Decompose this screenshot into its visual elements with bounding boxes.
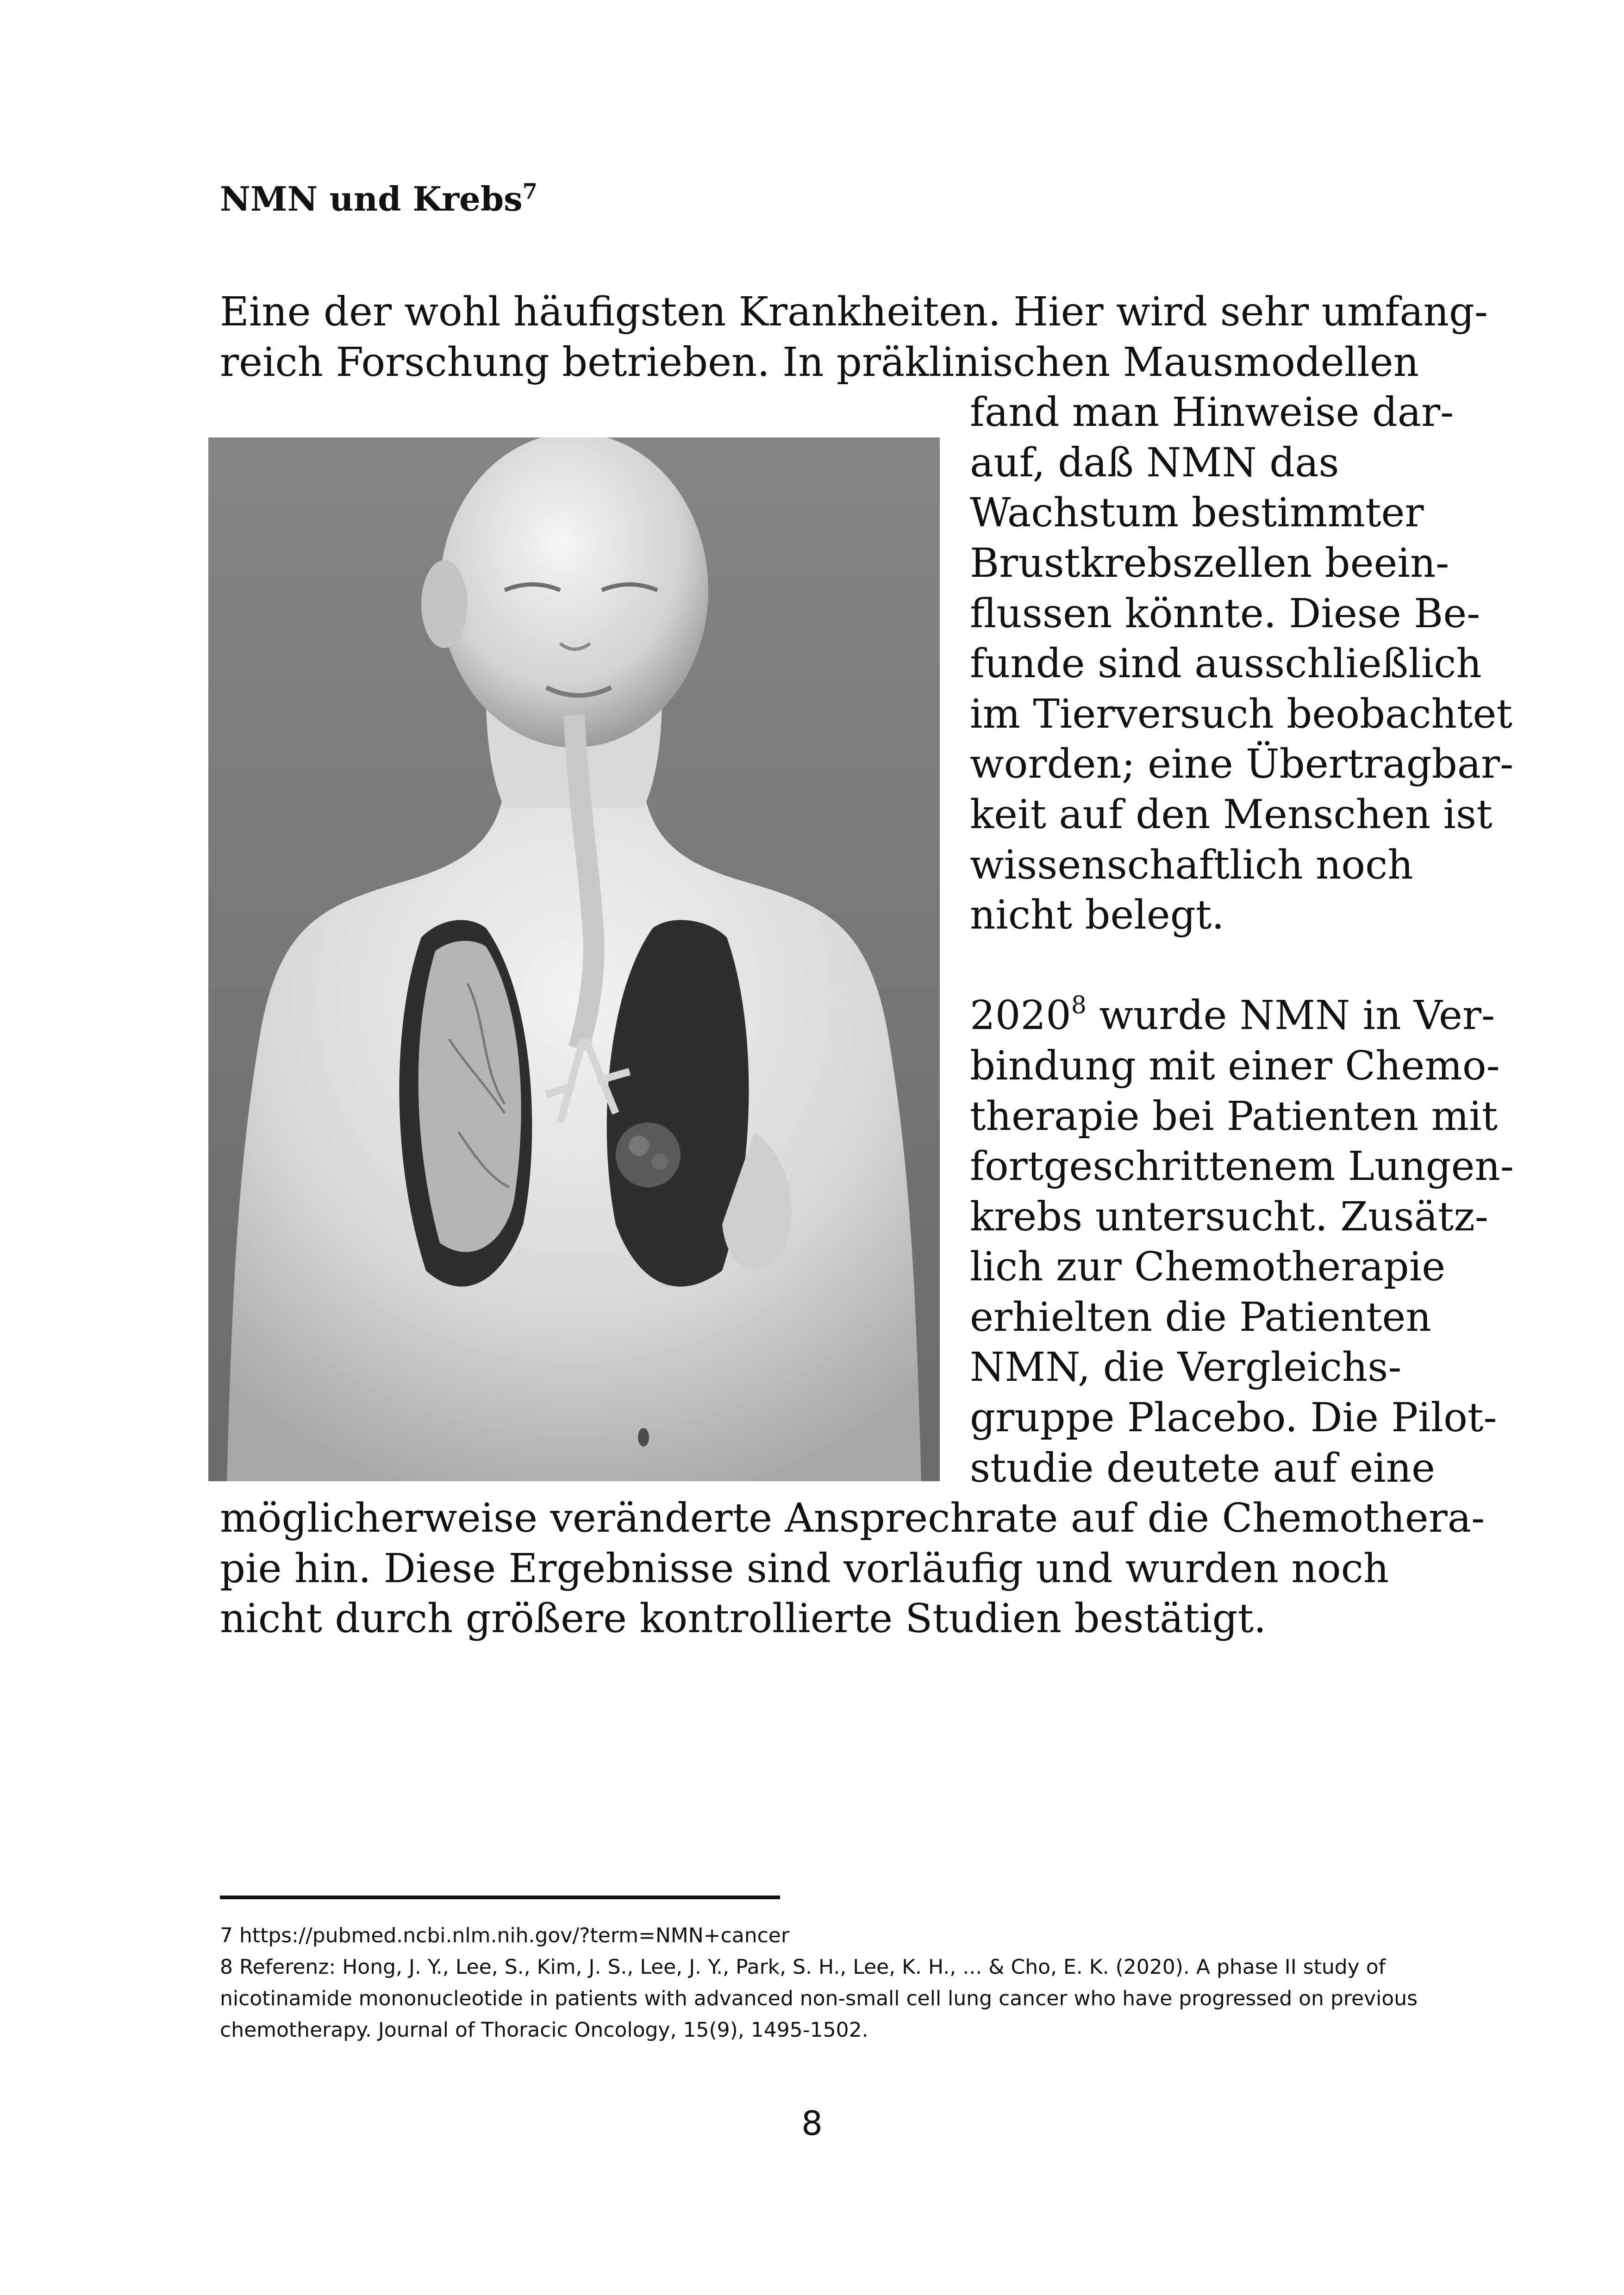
body-line: funde sind ausschließlich: [970, 641, 1482, 687]
body-text-fragment: 2020: [970, 992, 1071, 1039]
paragraph-gap: [220, 941, 1535, 991]
body-line: auf, daß NMN das: [970, 439, 1339, 486]
body-line: Wachstum bestimmter: [970, 490, 1424, 536]
footnote-8-continued: nicotinamide mononucleotide in patients with advanced non-small cell lung cancer who have progressed on previous: [220, 1987, 1418, 2010]
body-line: krebs untersucht. Zusätz-: [970, 1193, 1488, 1240]
body-line: fortgeschrittenem Lungen-: [970, 1143, 1514, 1190]
body-line: fand man Hinweise dar-: [970, 389, 1454, 436]
footnote-7[interactable]: 7 https://pubmed.ncbi.nlm.nih.gov/?term=NMN+cancer: [220, 1924, 789, 1947]
body-text-fragment: wurde NMN in Ver-: [1086, 992, 1495, 1039]
body-line: worden; eine Übertragbar-: [970, 741, 1514, 788]
body-line: therapie bei Patienten mit: [970, 1093, 1498, 1140]
footnote-8: 8 Referenz: Hong, J. Y., Lee, S., Kim, J. S., Lee, J. Y., Park, S. H., Lee, K. H., ... & Cho, E. K. (2020). A phase II study of: [220, 1955, 1386, 1979]
footnotes: [220, 1920, 1530, 2046]
body-line: NMN, die Vergleichs-: [970, 1344, 1402, 1391]
body-line: lich zur Chemotherapie: [970, 1244, 1446, 1291]
body-line: erhielten die Patienten: [970, 1294, 1431, 1341]
body-line: studie deutete auf eine: [970, 1445, 1435, 1491]
body-line: nicht belegt.: [970, 892, 1224, 939]
page-number: 8: [801, 2104, 823, 2143]
footnote-8-continued: chemotherapy. Journal of Thoracic Oncology, 15(9), 1495-1502.: [220, 2018, 868, 2042]
body-line: Brustkrebszellen beein-: [970, 540, 1449, 586]
body-line: möglicherweise veränderte Ansprechrate auf die Chemothera-: [220, 1495, 1485, 1542]
body-text: [220, 287, 1535, 1644]
body-line: wissenschaftlich noch: [970, 842, 1413, 888]
body-line: [970, 991, 1535, 1041]
body-line: reich Forschung betrieben. In präklinischen Mausmodellen: [220, 339, 1419, 386]
body-line: Eine der wohl häufigsten Krankheiten. Hier wird sehr umfang-: [220, 289, 1488, 335]
footnote-separator: [220, 1896, 780, 1899]
body-line: keit auf den Menschen ist: [970, 791, 1493, 838]
body-line: flussen könnte. Diese Be-: [970, 590, 1480, 637]
section-heading: [220, 176, 537, 222]
body-footnote-ref[interactable]: 8: [1071, 992, 1087, 1020]
body-line: nicht durch größere kontrollierte Studien bestätigt.: [220, 1596, 1267, 1642]
heading-title: NMN und Krebs: [220, 179, 523, 218]
body-line: im Tierversuch beobachtet: [970, 691, 1512, 737]
heading-footnote-ref[interactable]: 7: [522, 179, 537, 204]
body-line: bindung mit einer Chemo-: [970, 1042, 1500, 1089]
body-line: pie hin. Diese Ergebnisse sind vorläufig und wurden noch: [220, 1545, 1389, 1592]
body-line: gruppe Placebo. Die Pilot-: [970, 1395, 1497, 1441]
